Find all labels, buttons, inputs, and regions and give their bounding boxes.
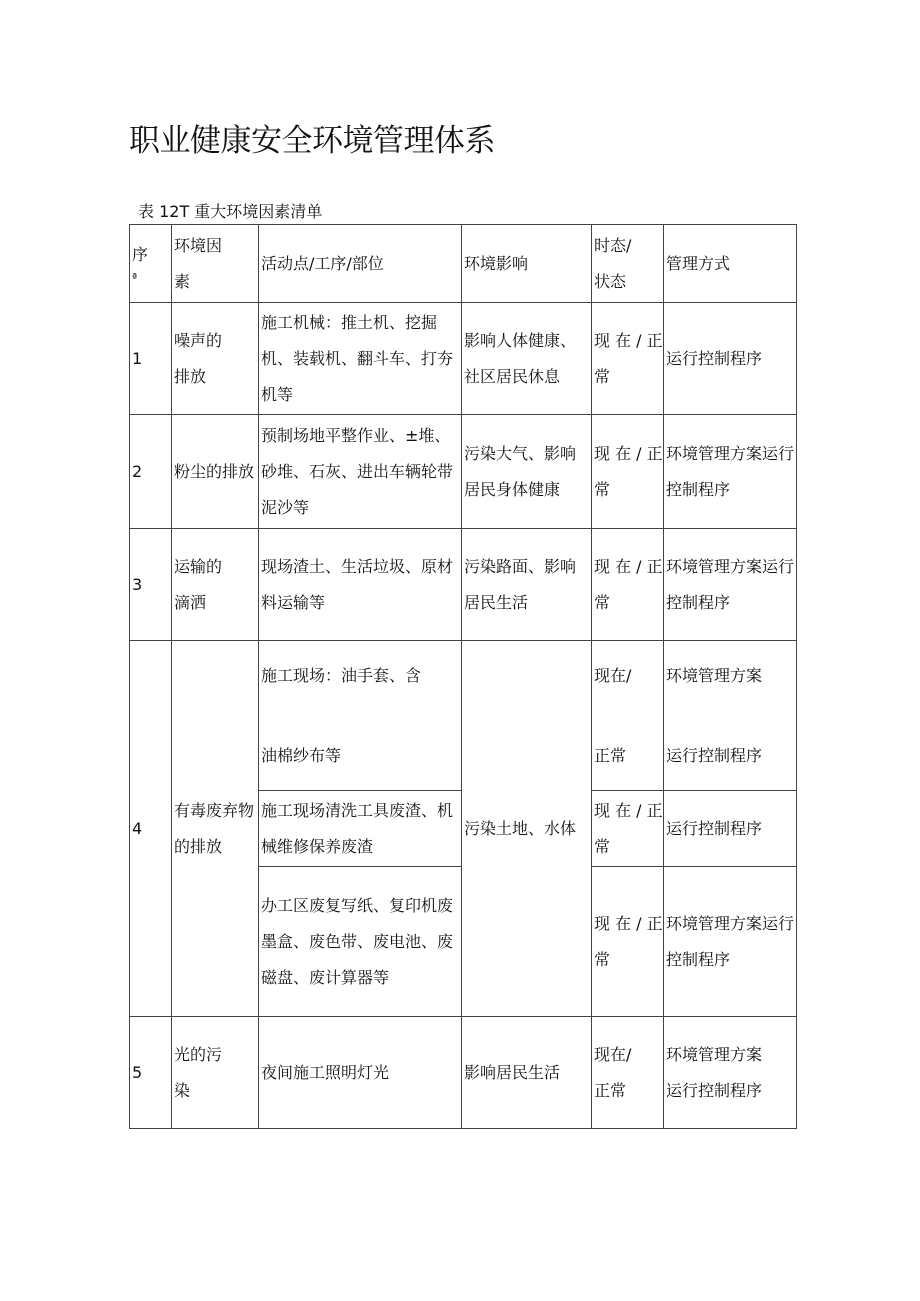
environment-factors-table [129,224,797,1129]
row-seq: 5 [130,1017,172,1129]
row-seq: 2 [130,415,172,529]
table-row [130,415,797,529]
row-factor [172,529,259,641]
row-activity: 夜间施工照明灯光 [259,1017,462,1129]
row-activity: 办工区废复写纸、复印机废墨盒、废色带、废电池、废磁盘、废计算器等 [259,867,462,1017]
row-activity: 预制场地平整作业、±堆、砂堆、石灰、进出车辆轮带泥沙等 [259,415,462,529]
table-header-row [130,225,797,303]
table-row [130,529,797,641]
row-factor-line: 噪声的 [174,330,223,350]
table-caption: 表 12T 重大环境因素清单 [138,202,323,221]
header-factor-line2: 素 [174,271,191,291]
row-management-line: 环境管理方案 [666,1044,763,1064]
document-title: 职业健康安全环境管理体系 [129,123,495,159]
header-seq [130,225,172,303]
row-impact: 污染大气、影响居民身体健康 [462,415,592,529]
row-management: 环境管理方案运行控制程序 [664,415,797,529]
header-tense-line1: 时态/ [594,235,632,255]
row-factor: 粉尘的排放 [172,415,259,529]
header-factor [172,225,259,303]
row-factor-line: 运输的 [174,556,223,576]
row-management [664,1017,797,1129]
header-impact: 环境影响 [462,225,592,303]
row-tense-line: 正常 [594,1080,627,1100]
row-management-line: 运行控制程序 [666,1080,763,1100]
header-activity: 活动点/工序/部位 [259,225,462,303]
row-impact: 污染土地、水体 [462,641,592,1017]
row-factor-line: 滴洒 [174,592,207,612]
row-tense: 现 在 / 正常 [592,303,664,415]
row-factor: 有毒废弃物的排放 [172,641,259,1017]
row-management [664,641,797,791]
row-activity: 施工现场清洗工具废渣、机械维修保养废渣 [259,791,462,867]
row-factor-line: 光的污 [174,1044,223,1064]
row-management: 环境管理方案运行控制程序 [664,867,797,1017]
row-impact: 影响人体健康、社区居民休息 [462,303,592,415]
row-management: 运行控制程序 [664,791,797,867]
row-tense: 现 在 / 正常 [592,791,664,867]
header-seq-line1: 序 [132,244,149,264]
table-row [130,641,797,791]
row-factor-line: 染 [174,1080,191,1100]
header-tense-line2: 状态 [594,271,627,291]
row-seq: 3 [130,529,172,641]
row-activity: 现场渣土、生活垃圾、原材料运输等 [259,529,462,641]
row-seq: 1 [130,303,172,415]
header-factor-line1: 环境因 [174,235,223,255]
row-management: 环境管理方案运行控制程序 [664,529,797,641]
row-impact: 污染路面、影响居民生活 [462,529,592,641]
header-management: 管理方式 [664,225,797,303]
table-row [130,303,797,415]
row-tense [592,1017,664,1129]
row-tense-line: 现在/ [594,1044,632,1064]
row-tense: 现 在 / 正常 [592,529,664,641]
row-impact: 影响居民生活 [462,1017,592,1129]
header-tense [592,225,664,303]
row-management-line: 环境管理方案 [666,665,763,685]
row-factor [172,1017,259,1129]
row-activity-line: 油棉纱布等 [261,745,342,765]
row-factor [172,303,259,415]
row-tense [592,641,664,791]
header-seq-line2: ª [132,270,138,284]
row-tense-line: 正常 [594,745,627,765]
row-activity-line: 施工现场：油手套、含 [261,665,422,685]
row-tense: 现 在 / 正常 [592,867,664,1017]
row-tense: 现 在 / 正常 [592,415,664,529]
row-management: 运行控制程序 [664,303,797,415]
table-row [130,1017,797,1129]
row-tense-line: 现在/ [594,665,632,685]
row-activity [259,641,462,791]
row-management-line: 运行控制程序 [666,745,763,765]
row-activity: 施工机械：推土机、挖掘机、装载机、翻斗车、打夯机等 [259,303,462,415]
row-factor-line: 排放 [174,366,207,386]
row-seq: 4 [130,641,172,1017]
